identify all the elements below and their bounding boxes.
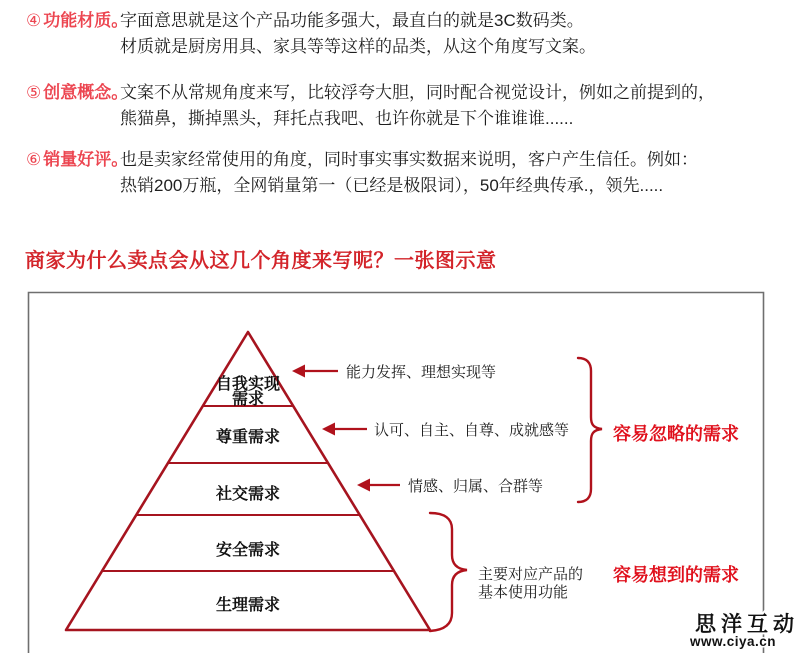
section-4-body-line-2: 材质就是厨房用具、家具等等这样的品类，从这个角度写文案。 xyxy=(120,37,596,56)
annotation-2-text: 认可、自主、自尊、成就感等 xyxy=(374,422,570,439)
bottom-note-line-2: 基本使用功能 xyxy=(478,584,569,601)
page-heading: 商家为什么卖点会从这几个角度来写呢？一张图示意 xyxy=(25,250,497,272)
section-6-body-line-2: 热销200万瓶，全网销量第一（已经是极限词），50年经典传承.，领先..... xyxy=(120,176,664,195)
section-5-body-line-2: 熊猫鼻，撕掉黑头，拜托点我吧、也许你就是下个谁谁谁...... xyxy=(120,109,574,128)
brace-top xyxy=(578,358,602,502)
section-6-title: 销量好评。 xyxy=(43,150,129,169)
annotation-1-text: 能力发挥、理想实现等 xyxy=(346,364,497,381)
arrow-3-head-icon xyxy=(357,479,370,492)
arrow-2-head-icon xyxy=(322,423,335,436)
brace-top-label: 容易忽略的需求 xyxy=(613,424,739,444)
section-4-title: 功能材质。 xyxy=(43,11,129,30)
pyramid-level-4-label: 安全需求 xyxy=(215,542,281,559)
watermark-url: www.ciya.cn xyxy=(690,634,777,649)
brace-bottom xyxy=(430,513,467,631)
annotation-3-text: 情感、归属、合群等 xyxy=(408,478,544,495)
section-6-number: ⑥ xyxy=(26,150,42,169)
section-4-body-line-1: 字面意思就是这个产品功能多强大，最直白的就是3C数码类。 xyxy=(120,11,584,30)
section-4-number: ④ xyxy=(26,11,42,30)
pyramid-level-3-label: 社交需求 xyxy=(215,486,281,503)
brace-bottom-label: 容易想到的需求 xyxy=(613,565,739,585)
pyramid-level-5-label: 生理需求 xyxy=(215,597,281,614)
pyramid-level-1-label-line-1: 自我实现 xyxy=(215,376,281,393)
watermark-name: 思洋互动 xyxy=(695,613,799,636)
section-5-body-line-1: 文案不从常规角度来写，比较浮夸大胆，同时配合视觉设计，例如之前提到的， xyxy=(120,83,715,102)
section-5-title: 创意概念。 xyxy=(43,83,129,102)
section-5-number: ⑤ xyxy=(26,83,42,102)
arrow-1-head-icon xyxy=(292,365,305,378)
bottom-note-line-1: 主要对应产品的 xyxy=(478,566,584,583)
section-6-body-line-1: 也是卖家经常使用的角度，同时事实事实数据来说明，客户产生信任。例如： xyxy=(120,150,698,169)
pyramid-level-2-label: 尊重需求 xyxy=(215,429,281,446)
pyramid-level-1-label-line-2: 需求 xyxy=(231,391,265,408)
